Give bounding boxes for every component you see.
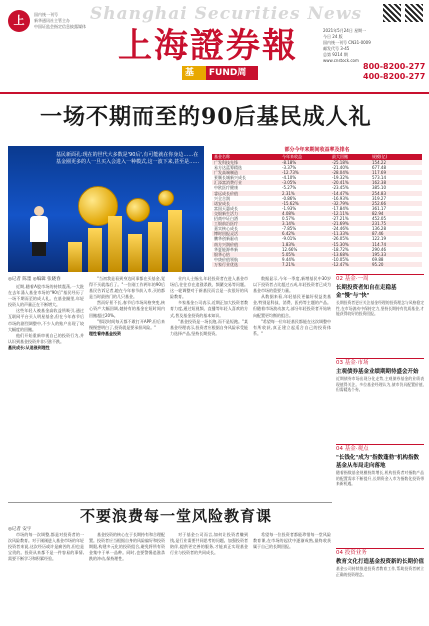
main-headline: 一场不期而至的90后基民成人礼 [40,104,372,130]
table-cell: -21.40% [332,165,349,171]
lower-paragraph: 对于基金公司而言,如何让投资者赚到钱,是行业需要共同思考的问题。加强投资者陪伴,提供更完善的服务,才能真正实现基金行业与投资者的共同成长。 [170,532,248,556]
article-paragraph: 这些年轻人被基金高收益所吸引,通过互联网平台买入明星基金,但在今年春节后市场的剧烈调整中,不少人的账户出现了较大幅度的回撤。 [8,308,84,332]
table-header-cell: 规模(亿) [372,154,388,159]
growth-bar [148,222,162,272]
table-cell: -7.85% [282,226,297,232]
sidebar-section-title: 长期投资者知自在走稳基金"慢"与"快" [336,285,397,299]
table-cell: -14.47% [332,190,349,196]
table-cell: -21.69% [332,221,349,227]
table-cell: 招商中证白酒 [214,216,238,222]
table-cell: 工银前沿医疗 [214,221,238,227]
sidebar-section-title: 主观债券基金业绩期期待盛会开始 [336,369,419,375]
table-cell: -4.10% [282,175,297,181]
figure-body [30,216,48,242]
article-paragraph: 近期,随着A股市场的持续震荡,一大批在去年涌入基金市场的"90后"基民经历了一场不期而至的成人礼。在基金圈里,年轻投资人的声量正在不断增大。 [8,284,84,308]
article-column-4 [253,276,331,496]
table-cell: -23.45% [332,185,349,191]
lower-column-1 [8,532,84,622]
table-cell: 华夏能源革新 [214,246,238,252]
article-column-3 [170,276,248,496]
table-body [212,160,422,267]
table-cell: -20.41% [332,180,349,186]
article-subheading: 基民成长:从追涨到理性 [8,344,50,350]
fund-tag-cn: 基金 [182,66,206,80]
growth-bar [168,210,182,272]
sidebar-section-text: 基金公司持续推进投资者教育工作,帮助投资者树立正确的投资理念。 [336,566,424,577]
table-cell: 中欧医疗健康 [214,185,238,191]
table-cell: 博时回报灵活 [214,231,238,237]
table-cell: 1.83% [282,241,295,247]
table-cell: -8.18% [282,160,297,165]
table-cell: -9.01% [282,236,297,242]
table-cell: 385.10 [372,185,386,191]
table-cell: 252.66 [372,200,386,206]
table-cell: 汇添富消费行业 [214,180,242,186]
table-cell: 中庚价值领航 [214,256,238,262]
table-cell: 361.17 [372,205,386,211]
table-cell: 嘉实核心成长 [214,226,238,232]
lower-headline: 不要浪费每一堂风险教育课 [80,507,273,525]
article-paragraph: 从数据来看,年轻基民更偏好权益类基金,特别是科技、消费、医药等主题的产品。但随着市场波动加大,部分年轻投资者开始转向配置更均衡的组合。 [253,294,331,318]
table-cell: 69.88 [372,256,384,262]
sidebar-section[interactable] [336,548,424,622]
table-cell: -5.27% [282,185,297,191]
figure-legs [32,242,46,256]
table-cell: -25.18% [332,160,349,165]
table-cell: 122.19 [372,236,386,242]
hotline-number: 800-8200-277 [363,62,426,71]
table-cell: 162.38 [372,180,386,186]
table-cell: -26.05% [332,236,349,242]
table-cell: -19.32% [332,175,349,181]
publisher-logo: 上 [8,10,30,32]
table-cell: 117.69 [372,170,386,176]
article-paragraph: 数据显示,今年一季度,新增基民中30岁以下投资者占比超过五成,年轻投资者已成为基金市场的重要力量。 [253,276,331,294]
table-cell: 银华心怡 [214,251,230,257]
masthead-info [323,4,426,92]
lower-column-4 [253,532,331,622]
meta-line: 2021年5月24日 星期一 [323,28,367,33]
table-cell: 交银新生活力 [214,210,238,216]
table-cell: -10.05% [332,256,349,262]
table-cell: 3.14% [282,221,295,227]
article-paragraph: "当初我是看到身边同事都在买基金,觉得不买就落后了。"一位刚工作两年的90后基民告诉记者,她在今年春节前入市,买的都是当时最热门的几只基金。 [89,276,165,300]
meta-line: 今日 24 版 [323,34,343,39]
table-cell: -3.05% [282,180,297,186]
figure-head [34,206,44,216]
coin-icon [158,190,174,206]
growth-bar [88,228,102,272]
table-cell: 2.31% [282,190,295,196]
side-note-line: 国内统一刊号 [34,12,58,17]
hero-illustration [8,146,204,272]
meta-line: 总第 9214 期 [323,52,348,57]
table-cell: 易方达蓝筹精选 [214,165,242,171]
table-cell: 6.42% [282,231,295,237]
article-paragraph: 然而好景不长,春节后市场风格突变,核心资产大幅回调,她持有的基金在短时间内回撤超过20%。 [89,300,165,318]
investor-figure [28,206,50,256]
table-cell: 82.94 [372,210,384,216]
table-cell: 195.33 [372,251,386,257]
table-cell: 5.05% [282,251,295,257]
table-cell: 114.74 [372,241,386,247]
growth-bar [128,234,142,272]
table-cell: 231.75 [372,221,386,227]
sidebar-section[interactable] [336,274,424,354]
table-cell: -11.33% [332,231,349,237]
sidebar-section-header: 04 投资业务 [336,548,424,558]
section-divider [8,502,332,503]
table-cell: 景顺长城新兴成长 [214,175,246,181]
table-header-cell: 最大回撤 [332,154,348,159]
growth-bar [68,242,82,272]
fund-tag-en: FUND周刊 [206,66,258,80]
table-cell: -16.93% [332,195,349,201]
table-cell: 0.57% [282,216,295,222]
hotline-number: 400-8200-277 [363,72,426,81]
table-cell: 睿远成长价值 [214,190,238,196]
table-cell: -17.84% [332,205,349,211]
sidebar-section[interactable] [336,444,424,544]
article-subheading: 理性看待基金投资 [89,330,121,336]
table-cell: -13.68% [332,251,349,257]
meta-line: 国内统一刊号 CN31-0009 [323,40,371,45]
article-paragraph: "那段时间每天都不敢打开APP,但后来慢慢想明白了,投资就是要承担风险。" [89,318,165,330]
table-cell: 136.28 [372,226,386,232]
lower-column-3 [170,532,248,622]
sidebar-section-text: 随着指数基金规模持续增长,机构投资者对指数产品的配置需求不断提升,长期资金入市为指数化投资带来新机遇。 [336,470,424,487]
article-paragraph: 他们开始重新审视自己的投资行为,并认识到基金投资并非只涨不跌。 [8,332,84,344]
hotlines [363,62,426,82]
sidebar-section-header: 02 基金·一周 [336,274,424,284]
table-cell: 诺安成长 [214,200,230,206]
lower-byline: ◎记者 安宇 [8,527,32,532]
growth-bar [108,216,122,272]
table-cell: -27.21% [332,216,349,222]
table-header-cell: 基金名称 [214,154,230,159]
sidebar-section-title: 教育文化打造基金投资新的长期价值 [336,559,425,565]
table-cell: 兴全合润 [214,195,230,201]
article-paragraph: 业内人士指出,年轻投资者在进入基金市场后,往往存在追涨杀跌、频繁交易等问题。这一轮调整对于新基民而言是一次很好的风险教育。 [170,276,248,300]
masthead-divider [0,92,429,94]
contents-sidebar [336,274,424,626]
article-column-1 [8,284,84,496]
table-cell: 4.08% [282,210,295,216]
lower-paragraph: 基金投资的核心在于长期持有和合理配置。投资者应当根据自身的风险偏好和投资期限,构建多元化的投资组合,避免将所有资金集中于单一品种。同时,也要警惕追涨杀跌的冲动,保持理性。 [89,532,165,562]
table-cell: 154.22 [372,160,386,165]
sidebar-section-title: "长钱化"成为"指数蓬勃"机构指数基金从布局走向落地 [336,455,419,469]
fund-performance-table [212,146,422,272]
table-cell: -28.04% [332,170,349,176]
table-cell: -12.47% [332,261,349,267]
lower-paragraph: 市场的每一次调整,都是对投资者的一次风险教育。对于刚刚进入基金市场的年轻投资者来说,这次经历或许是痛苦的,但也是宝贵的。投资从来都不是一件容易的事情,需要不断学习和积累经验。 [8,532,84,562]
article-paragraph: "基金投资是一场长跑,而不是短跑。"某基金经理表示,投资者应根据自身风险承受能力选择产品,坚持长期投资。 [170,318,248,336]
table-cell: 573.14 [372,175,386,181]
table-cell: 南方兴润价值 [214,241,238,247]
table-title: 部分今年来期间收益率及排名 [284,147,350,153]
masthead [0,0,429,96]
table-cell: -18.72% [332,246,349,252]
lower-paragraph: 希望每一位投资者都能珍惜每一堂风险教育课,在市场的起伏中逐渐成熟,最终收获属于自己的长期回报。 [253,532,331,550]
table-cell: 254.83 [372,190,386,196]
table-cell: -12.73% [282,170,299,176]
table-cell: 万家行业优选 [214,261,238,267]
table-cell: -1.93% [282,205,297,211]
article-byline: ◎记者 陈墨 ◎编辑 张晓春 [8,277,61,282]
table-cell: 452.05 [372,216,386,222]
coin-icon [126,198,150,222]
table-cell: -32.79% [332,200,349,206]
english-masthead-title: Shanghai Securities News [90,4,363,24]
table-cell: 290.46 [372,246,386,252]
article-paragraph: "希望每一位年轻基民都能在这次调整中有所收获,真正建立起适合自己的投资体系。" [253,318,331,336]
table-cell: 7.21% [282,261,295,267]
article-paragraph: 多家基金公司表示,近期正加大投资者教育力度,通过短视频、直播等年轻人喜欢的方式,普及基金投资的基本知识。 [170,300,248,318]
hero-caption: 基民新面孔:现在的世代大多数是'90后',有可能就在你身边……在基金圈更多的人一旦买入会进入一种模式,这一波下来,甚至是…… [56,152,200,165]
issue-meta [323,28,423,64]
table-cell: 677.48 [372,165,386,171]
table-cell: -15.30% [332,241,349,247]
table-cell: 富国天惠成长 [214,205,238,211]
qr-code-icon[interactable] [383,4,401,22]
side-note-line: 中国证监会指定信息披露媒体 [34,24,86,29]
article-column-2 [89,276,165,496]
table-cell: 87.46 [372,231,384,237]
meta-line: 邮发代号 3-45 [323,46,350,51]
table-cell: 9.44% [282,256,295,262]
fund-weekly-tag [182,66,258,92]
table-cell: -0.86% [282,195,297,201]
meta-line: www.cnstock.com [323,58,359,63]
table-cell: -3.37% [282,165,297,171]
table-header-cell: 今年来收益 [282,154,302,159]
table-cell: -24.46% [332,226,349,232]
table-cell: 319.27 [372,195,386,201]
sidebar-section-header: 04 基金·观点 [336,444,424,454]
table-cell: -12.11% [332,210,349,216]
table-cell: 鹏华创新驱动 [214,236,238,242]
sidebar-section-text: 近期债券市场出现分化走势,主观债券基金的业绩表现值得关注。多位基金经理认为,债市仍具配置价值,但需精选个券。 [336,376,424,393]
sidebar-section-text: 长期投资者更应关注基金经理的投资理念与风格稳定性,在市场波动中保持定力,坚持长期持有优质基金,才能获得较好的投资回报。 [336,300,424,317]
table-cell: 12.66% [282,246,298,252]
sidebar-section-header: 03 基金·市场 [336,358,424,368]
sidebar-section[interactable] [336,358,424,440]
lower-column-2 [89,532,165,622]
table-cell: 广发高端制造 [214,170,238,176]
table-cell: 广发科技先锋 [214,160,238,165]
side-note-line: 新华通讯社主管主办 [34,18,70,23]
chinese-masthead-title: 上海證券報 [118,26,298,66]
table-cell: -15.62% [282,200,299,206]
table-cell: 95.20 [372,261,384,267]
qr-code-icon[interactable] [405,4,423,22]
table-row [212,262,422,267]
